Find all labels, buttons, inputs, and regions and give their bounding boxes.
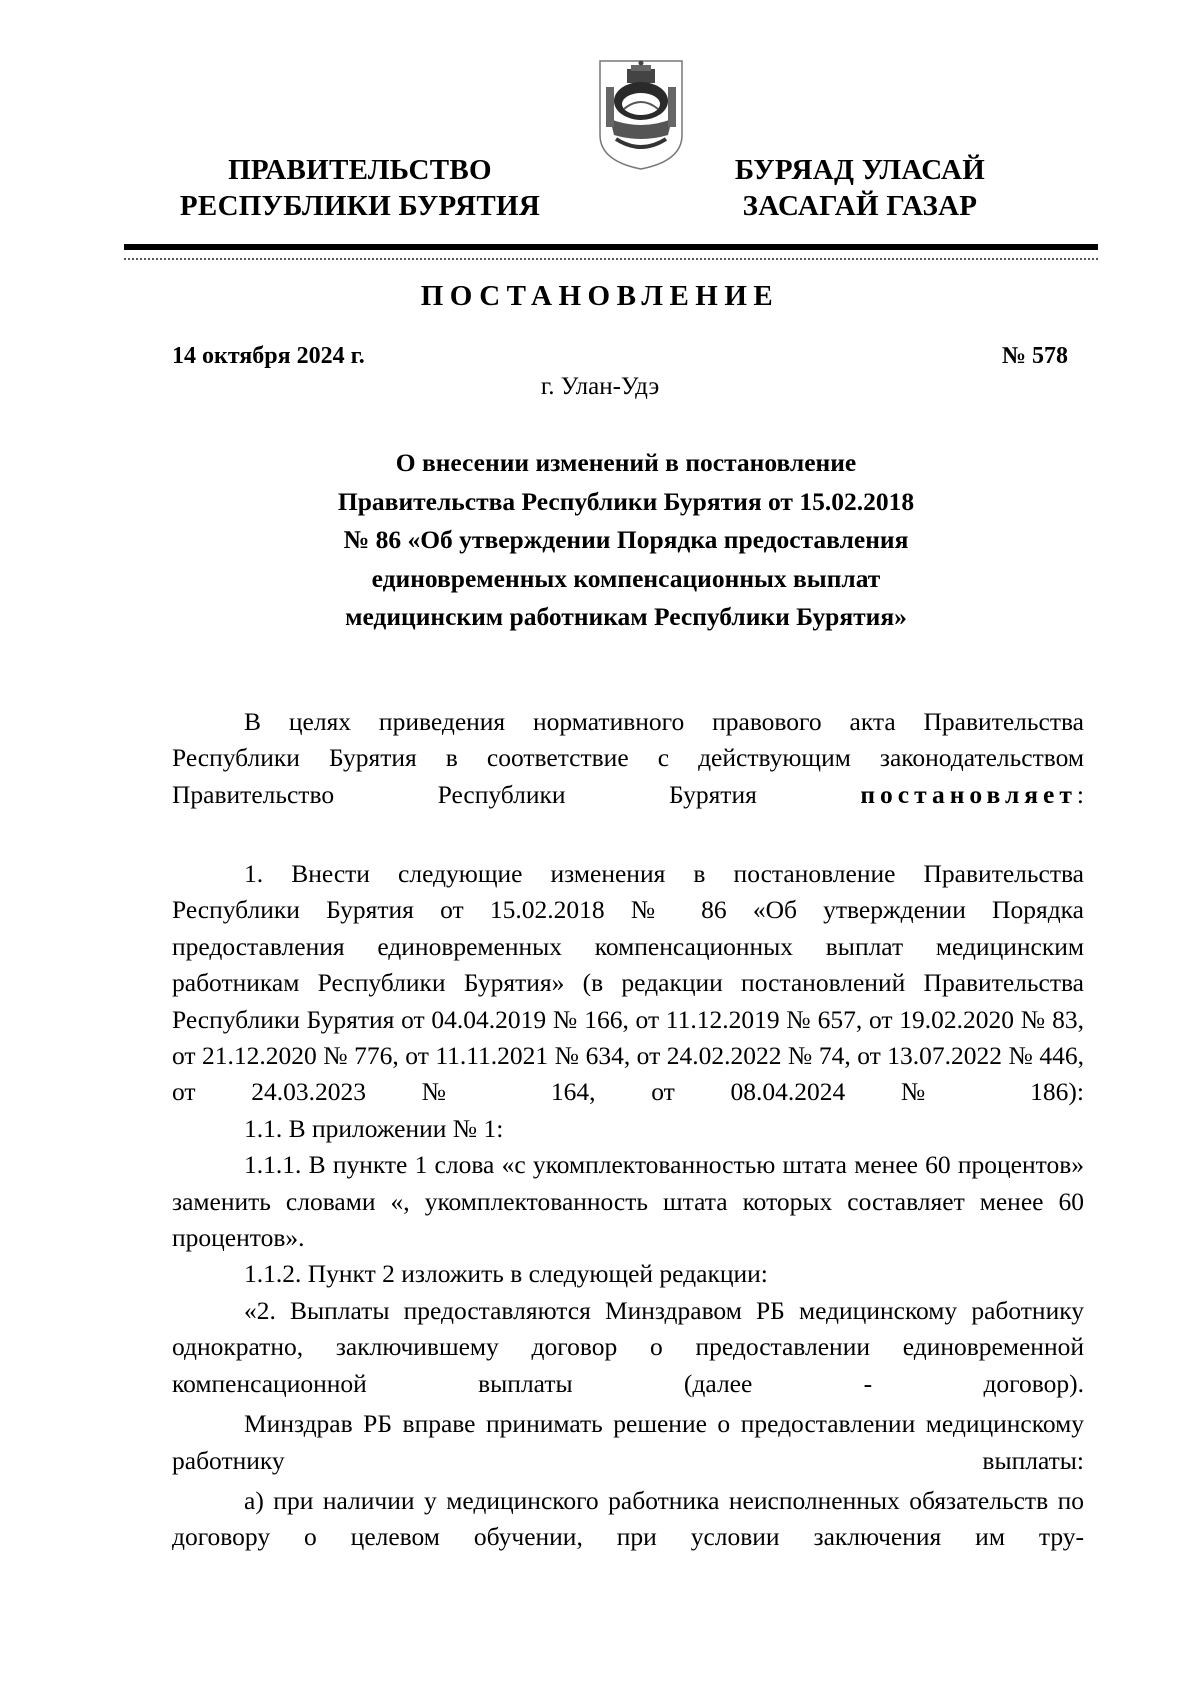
document-city: г. Улан-Удэ	[540, 373, 660, 400]
subject-line: медицинским работникам Республики Бурятия»	[345, 602, 907, 631]
decree-word: постановляет	[860, 779, 1077, 809]
header-right-line-1: БУРЯАД УЛАСАЙ	[734, 154, 986, 186]
preamble-text: В целях приведения нормативного правового акта Правительства Республики Бурятия в соответствие с действующим законодательством Правительство Республики Бурятия	[172, 707, 1084, 809]
subject-line: О внесении изменений в постановление	[395, 448, 857, 477]
subject-line: единовременных компенсационных выплат	[371, 563, 881, 593]
subject-line: № 86 «Об утверждении Порядка предоставления	[343, 525, 909, 554]
body-paragraph: 1.1.2. Пункт 2 изложить в следующей редакции:	[244, 1259, 768, 1289]
header-left-line-2: РЕСПУБЛИКИ БУРЯТИЯ	[179, 190, 541, 222]
body-paragraph: 1. Внести следующие изменения в постановление Правительства Республики Бурятия от 15.02.2018 № 86 «Об утверждении Порядка предоставления единовременных компенсационных выплат медицинским работникам Республики Бурятия» (в редакции постановлений Правительства Республики Бурятия от 04.04.2019 № 166, от 11.12.2019 № 657, от 19.02.2020 № 83, от 21.12.2020 № 776, от 11.11.2021 № 634, от 24.02.2022 № 74, от 13.07.2022 № 446, от 24.03.2023 № 164, от 08.04.2024 № 186):	[172, 859, 1084, 1107]
header-rule-thick	[124, 244, 1098, 250]
document-body	[172, 856, 1084, 1556]
header-rule-thin	[124, 258, 1098, 260]
subject-line: Правительства Республики Бурятия от 15.02.2018	[337, 486, 915, 516]
header-right	[650, 152, 1070, 224]
body-paragraph: Минздрав РБ вправе принимать решение о предоставлении медицинскому работнику выплаты:	[172, 1409, 1084, 1475]
preamble-end: :	[1076, 779, 1084, 809]
header-left-line-1: ПРАВИТЕЛЬСТВО	[228, 154, 492, 186]
document-number: № 578	[1001, 343, 1068, 369]
body-paragraph: «2. Выплаты предоставляются Минздравом РБ медицинскому работнику однократно, заключившему договор о предоставлении единовременной компенсационной выплаты (далее - договор).	[172, 1295, 1084, 1398]
body-paragraph: 1.1. В приложении № 1:	[244, 1113, 504, 1143]
document-title: ПОСТАНОВЛЕНИЕ	[420, 280, 780, 312]
header-right-line-2: ЗАСАГАЙ ГАЗАР	[742, 190, 978, 222]
body-paragraph: 1.1.1. В пункте 1 слова «с укомплектованностью штата менее 60 процентов» заменить словами «, укомплектованность штата которых составляет менее 60 процентов».	[172, 1150, 1084, 1253]
document-subject	[150, 444, 1102, 637]
header-left	[150, 152, 570, 224]
document-date: 14 октября 2024 г.	[172, 343, 365, 369]
preamble	[172, 704, 1084, 813]
body-paragraph: а) при наличии у медицинского работника неисполненных обязательств по договору о целевом обучении, при условии заключения им тру-	[172, 1485, 1084, 1552]
